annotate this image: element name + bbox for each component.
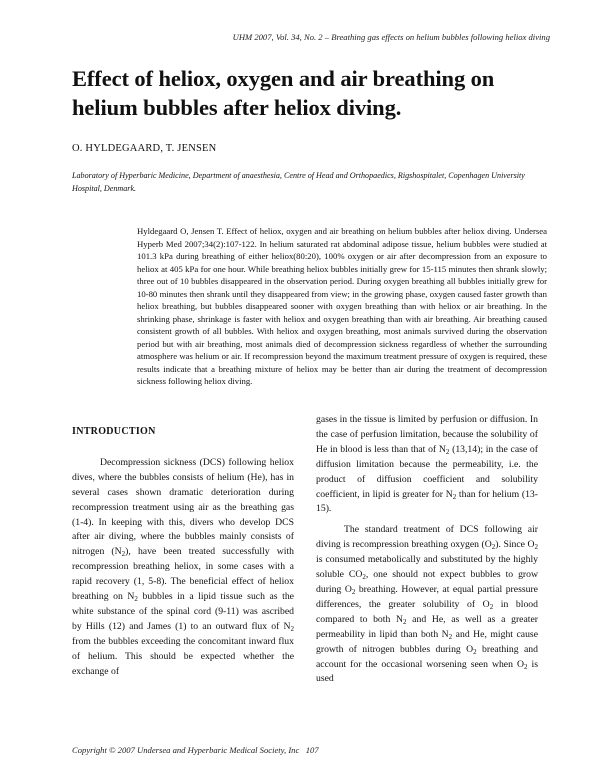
copyright-notice: Copyright © 2007 Undersea and Hyperbaric Medical Society, Inc bbox=[72, 745, 300, 755]
section-heading-introduction: INTRODUCTION bbox=[72, 426, 156, 437]
intro-paragraph-1: Decompression sickness (DCS) following heliox dives, where the bubbles consists of helium (He), has in several cases shown dramatic deterioration during recompression treatment using air as the breathing gas (1-4). In keeping with this, divers who develop DCS after air diving, where the bubbles mainly consists of nitrogen $(N_2)$, have been treated successfully with recompression breathing heliox, in some cases with a rapid recovery (1, 5-8). The beneficial effect of heliox breathing on $N_2$ bubbles in a lipid tissue such as the white substance of the spinal cord (9-11) was ascribed by Hills (12) and James (1) to an outward flux of $N_2$ from the bubbles exceeding the concomitant inward flux of helium. This should be expected whether the exchange of bbox=[72, 456, 294, 677]
authors: O. HYLDEGAARD, T. JENSEN bbox=[72, 143, 217, 154]
abstract: Hyldegaard O, Jensen T. Effect of heliox, oxygen and air breathing on helium bubbles after heliox diving. Undersea Hyperb Med 2007;34(2):107-122. In helium saturated rat abdominal adipose tissue, helium bubbles were studied at 101.3 kPa during breathing of either heliox(80:20), 100% oxygen or air after decompression from an exposure to heliox at 405 kPa for one hour. While breathing heliox bubbles initially grew for 15-115 minutes then shrank slowly; three out of 10 bubbles disappeared in the observation period. During oxygen breathing all bubbles initially grew for 10-80 minutes then shrank until they disappeared from view; in the growing phase, oxygen caused faster growth than heliox breathing, but bubbles disappeared sooner with oxygen breathing than with heliox or air breathing. In the shrinking phase, shrinkage is faster with heliox and oxygen breathing than with air breathing. Air breathing caused consistent growth of all bubbles. With heliox and oxygen breathing, most animals survived during the observation period but with air breathing, most animals died of decompression sickness regardless of whether the surrounding atmosphere was helium or air. If recompression beyond the maximum treatment pressure of oxygen is required, these results indicate that a breathing mixture of heliox may be better than air during the treatment of decompression sickness following heliox diving. bbox=[137, 226, 547, 386]
footer bbox=[72, 745, 319, 755]
right-paragraph-2: The standard treatment of DCS following air diving is recompression breathing oxygen $(O_2)$. Since $O_2$ is consumed metabolically and substituted by the highly soluble $CO_2$, one should not expect bubbles to grow during $O_2$ breathing. However, at equal partial pressure differences, the greater solubility of $O_2$ in blood compared to both $N_2$ and He, as well as a greater permeability in lipid than both $N_2$ and He, might cause growth of nitrogen bubbles during $O_2$ breathing and account for the occasional worsening seen when $O_2$ is used bbox=[316, 524, 539, 685]
article-title: Effect of heliox, oxygen and air breathing on helium bubbles after heliox diving. bbox=[72, 66, 495, 120]
right-column bbox=[316, 413, 538, 687]
running-head: UHM 2007, Vol. 34, No. 2 – Breathing gas effects on helium bubbles following heliox diving bbox=[232, 32, 550, 42]
page-number: 107 bbox=[305, 745, 319, 755]
affiliation: Laboratory of Hyperbaric Medicine, Department of anaesthesia, Centre of Head and Orthopaedics, Rigshospitalet, Copenhagen University Hospital, Denmark. bbox=[72, 171, 525, 193]
right-paragraph-continued: gases in the tissue is limited by perfusion or diffusion. In the case of perfusion limitation, because the solubility of He in blood is less than that of $N_2$ (13,14); in the case of diffusion limitation because the permeability, i.e. the product of diffusion coefficient and solubility coefficient, in lipid is greater for $N_2$ than for helium (13-15). bbox=[316, 414, 538, 515]
left-column bbox=[72, 413, 294, 680]
